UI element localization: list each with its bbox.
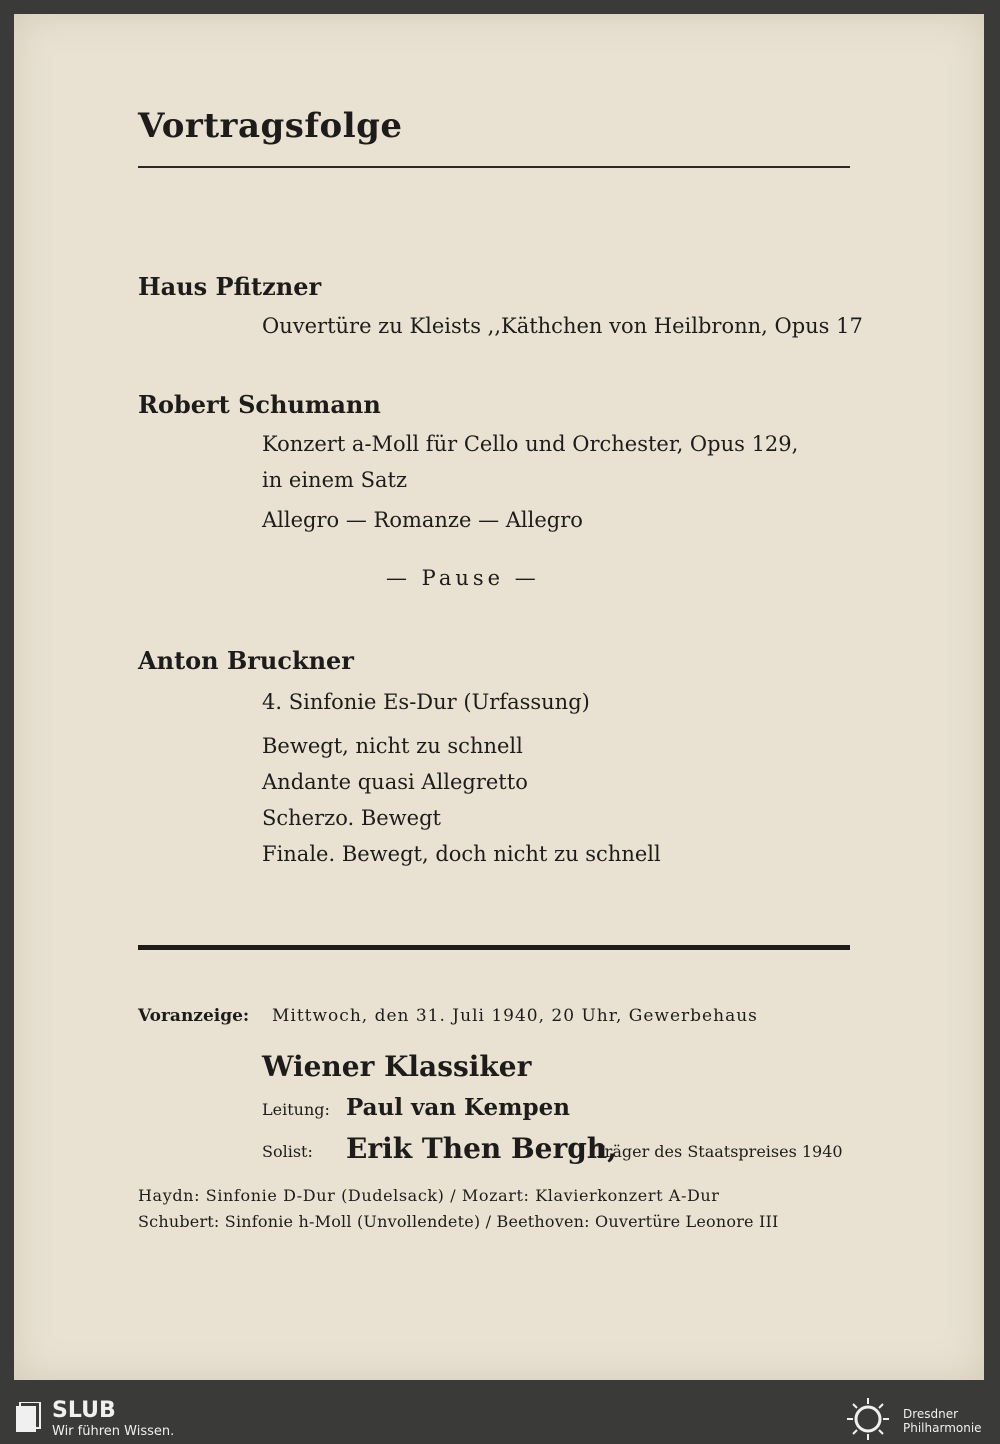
works-line: Schubert: Sinfonie h-Moll (Unvollendete) / Beethoven: Ouvertüre Leonore III <box>138 1212 779 1231</box>
conductor-name: Paul van Kempen <box>346 1094 570 1121</box>
movement-line: Scherzo. Bewegt <box>262 806 441 830</box>
preview-date: Mittwoch, den 31. Juli 1940, 20 Uhr, Gewerbehaus <box>272 1006 758 1026</box>
conductor-label: Leitung: <box>262 1100 330 1119</box>
works-line: Haydn: Sinfonie D-Dur (Dudelsack) / Mozart: Klavierkonzert A-Dur <box>138 1186 720 1205</box>
pause-label: — Pause — <box>386 566 540 590</box>
work-line: Ouvertüre zu Kleists ,,Käthchen von Heilbronn, Opus 17 <box>262 314 863 338</box>
composer-name: Robert Schumann <box>138 390 381 419</box>
movement-line: Finale. Bewegt, doch nicht zu schnell <box>262 842 661 866</box>
partner-line1: Dresdner <box>903 1407 959 1421</box>
slub-logo-text: SLUB <box>52 1398 116 1423</box>
section-divider <box>138 945 850 950</box>
slub-tagline: Wir führen Wissen. <box>52 1424 175 1439</box>
concert-title: Wiener Klassiker <box>262 1050 532 1083</box>
partner-name <box>903 1407 982 1435</box>
page-title: Vortragsfolge <box>138 106 403 146</box>
footer-bar <box>0 1394 1000 1444</box>
movement-line: Andante quasi Allegretto <box>262 770 528 794</box>
movement-line: Bewegt, nicht zu schnell <box>262 734 523 758</box>
sunburst-icon <box>842 1396 894 1442</box>
title-divider <box>138 166 850 168</box>
book-icon <box>14 1402 42 1436</box>
work-line: Allegro — Romanze — Allegro <box>262 508 583 532</box>
composer-name: Anton Bruckner <box>138 646 354 675</box>
work-line: 4. Sinfonie Es-Dur (Urfassung) <box>262 690 590 714</box>
soloist-name: Erik Then Bergh, <box>346 1132 617 1165</box>
soloist-note: Träger des Staatspreises 1940 <box>594 1142 843 1161</box>
soloist-label: Solist: <box>262 1142 313 1161</box>
composer-name: Haus Pfitzner <box>138 272 322 301</box>
preview-label: Voranzeige: <box>138 1006 250 1026</box>
work-line: in einem Satz <box>262 468 408 492</box>
work-line: Konzert a-Moll für Cello und Orchester, Opus 129, <box>262 432 799 456</box>
partner-line2: Philharmonie <box>903 1421 982 1435</box>
